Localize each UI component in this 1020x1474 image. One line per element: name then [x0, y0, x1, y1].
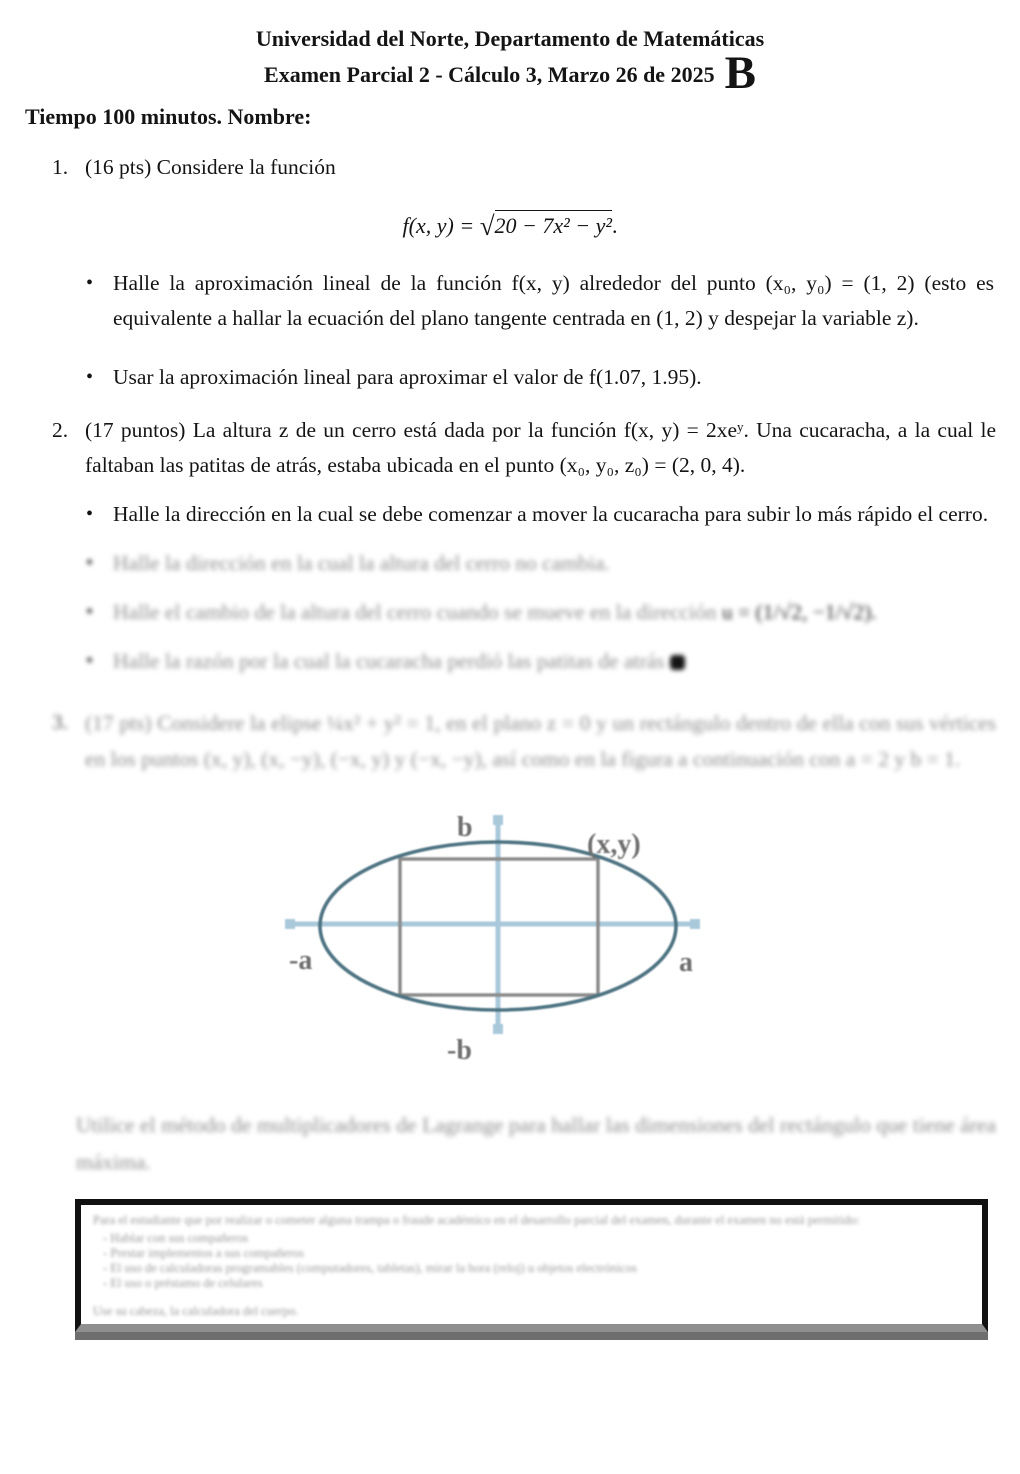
formula-lhs: f(x, y) = [402, 213, 480, 238]
q2-bullet-1-text: Halle la dirección en la cual se debe comenzar a mover la cucaracha para subir lo más rápido el cerro. [113, 502, 989, 526]
label-a-right: a [679, 947, 693, 978]
q2-bullet-4-blurred [85, 644, 996, 679]
q2-bullet-1 [85, 497, 996, 532]
q2-bullet-3-text: Halle el cambio de la altura del cerro cuando se mueve en la dirección [113, 600, 722, 624]
formula-period: . [611, 213, 618, 238]
university-title: Universidad del Norte, Departamento de Matemáticas [255, 26, 765, 51]
time-name-line: Tiempo 100 minutos. Nombre: [25, 104, 312, 129]
q1-bullet-2-text: Usar la aproximación lineal para aproximar el valor de f(1.07, 1.95). [113, 365, 702, 389]
q2-bullet-4-text: Halle la razón por la cual la cucaracha perdió las patitas de atrás [113, 649, 670, 673]
axis-marker-top [493, 815, 503, 825]
rules-intro: Para el estudiante que por realizar o cometer alguna trampa o fraude académico en el desarrollo parcial del examen, durante el examen no está permitido: [93, 1213, 860, 1227]
rules-item: - Prestar implementos a sus compañeros [103, 1246, 304, 1260]
q2-bullet-2-blurred [85, 546, 996, 581]
smiley-icon [670, 655, 685, 670]
question-3-text: (17 pts) Considere la elipse ¼x² + y² = 1, en el plano z = 0 y un rectángulo dentro de ella con sus vértices en los puntos (x, y), (x, −y), (−x, y) y (−x, −y), así como en la figura a continuación con a = 2 y b = 1. [85, 711, 996, 771]
bullet-icon: • [86, 503, 94, 525]
rules-item: - Hablar con sus compañeros [103, 1231, 249, 1245]
label-minus-b-bottom: -b [447, 1035, 472, 1066]
radical-sign: √ [479, 211, 495, 241]
question-2 [52, 413, 996, 679]
q1-bullet-1-text: Halle la aproximación lineal de la función f(x, y) alrededor del punto (x₀, y₀) = (1, 2) (esto es equivalente a hallar la ecuación del plano tangente centrada en (1, 2) y despejar la variable z). [113, 271, 994, 330]
bullet-icon: • [86, 601, 94, 623]
lagrange-instruction-blurred: Utilice el método de multiplicadores de Lagrange para hallar las dimensiones del rectángulo que tiene área máxima. [76, 1113, 996, 1174]
bullet-icon: • [86, 366, 94, 388]
question-2-number: 2. [52, 418, 69, 442]
exam-title-line [0, 47, 1020, 99]
question-1-intro: (16 pts) Considere la función [85, 155, 336, 179]
rules-item: - El uso o préstamo de celulares [103, 1276, 263, 1290]
q2-bullet-2-text: Halle la dirección en la cual la altura del cerro no cambia. [113, 551, 610, 575]
axis-marker-right [690, 919, 700, 929]
ellipse-figure [285, 791, 735, 1081]
question-3-number: 3. [52, 710, 69, 734]
question-1 [52, 150, 996, 185]
formula-radicand: 20 − 7x² − y² [495, 210, 612, 238]
rules-footer: Use su cabeza, la calculadora del cuerpo. [93, 1304, 299, 1318]
axis-marker-left [285, 919, 295, 929]
question-2-text: (17 puntos) La altura z de un cerro está dada por la función f(x, y) = 2xeʸ. Una cucaracha, a la cual le faltaban las patitas de atrás, estaba ubicada en el punto (x₀, y₀, z₀) = (2, 0, 4). [85, 418, 996, 477]
q1-bullet-1 [85, 266, 996, 336]
bullet-icon: • [86, 552, 94, 574]
q2-bullet-3-formula: u = (1/√2, −1/√2). [721, 600, 877, 624]
question-3-blurred [52, 705, 996, 777]
label-xy-corner: (x,y) [587, 829, 641, 860]
label-b-top: b [457, 812, 473, 843]
question-1-formula [0, 211, 1020, 242]
bullet-icon: • [86, 650, 94, 672]
q2-bullet-3-blurred [85, 595, 996, 630]
ellipse-rectangle-diagram [285, 791, 735, 1076]
label-minus-a-left: -a [289, 945, 313, 976]
rules-item: - El uso de calculadoras programables (computadores, tabletas), mirar la hora (reloj) u objetos electrónicos [103, 1261, 637, 1275]
q1-bullet-2 [85, 360, 996, 395]
bullet-icon: • [86, 272, 94, 294]
question-1-bullets [52, 242, 996, 395]
axis-marker-bottom [493, 1024, 503, 1034]
exam-version-letter: B [724, 47, 756, 99]
question-1-number: 1. [52, 155, 69, 179]
exam-rules-box [75, 1199, 988, 1332]
exam-title: Examen Parcial 2 - Cálculo 3, Marzo 26 de 2025 [264, 62, 715, 87]
